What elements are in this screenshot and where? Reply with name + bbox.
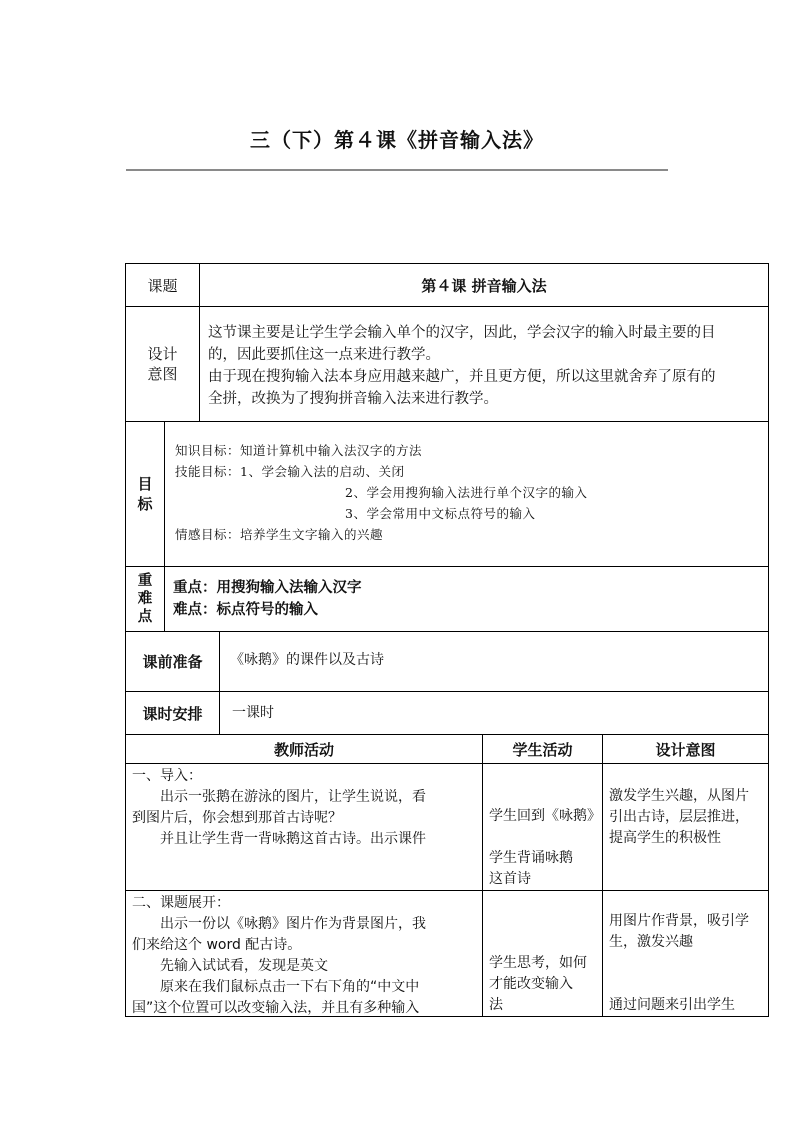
goals-label-line2: 标 (137, 495, 153, 513)
student-activity-header: 学生活动 (482, 734, 602, 763)
section2-teacher (126, 890, 482, 1016)
section2-intent (602, 890, 768, 1016)
goal-line: 情感目标：培养学生文字输入的兴趣 (175, 527, 384, 542)
goal-line: 3、学会常用中文标点符号的输入 (345, 506, 536, 521)
section2-teacher-line: 二、课题展开： (132, 895, 230, 911)
section2-intent-line: 通过问题来引出学生 (609, 997, 735, 1013)
topic-label: 课题 (147, 276, 178, 295)
prep-value: 《咏鹅》的课件以及古诗 (219, 631, 768, 691)
goals-text (164, 421, 768, 566)
section1-intent-line: 提高学生的积极性 (609, 830, 721, 846)
section2-teacher-line: 们来给这个 word 配古诗。 (132, 937, 302, 953)
page-title: 三（下）第４课《拼音输入法》 (250, 128, 544, 152)
section2-intent-line: 用图片作背景，吸引学 (609, 913, 749, 929)
section1-teacher-line: 并且让学生背一背咏鹅这首古诗。出示课件 (160, 831, 426, 847)
schedule-value: 一课时 (219, 691, 768, 734)
section1-intent-line: 引出古诗，层层推进， (609, 809, 749, 825)
keypoint-line: 难点：标点符号的输入 (173, 601, 318, 618)
section2-student-line: 法 (489, 997, 503, 1013)
design-label (126, 306, 199, 421)
design-line: 全拼，改换为了搜狗拼音输入法来进行教学。 (208, 391, 498, 407)
section2-teacher-line: 出示一份以《咏鹅》图片作为背景图片，我 (160, 916, 426, 932)
section1-student-line: 这首诗 (489, 871, 531, 887)
section1-student (482, 763, 602, 890)
design-label-line2: 意图 (147, 365, 178, 383)
design-line: 这节课主要是让学生学会输入单个的汉字，因此，学会汉字的输入时最主要的目 (208, 325, 716, 341)
section1-intent-line: 激发学生兴趣，从图片 (609, 788, 749, 804)
section2-teacher-line: 原来在我们鼠标点击一下右下角的“中文中 (160, 979, 420, 995)
goals-label-line1: 目 (137, 475, 153, 493)
section2-student (482, 890, 602, 1016)
goal-line: 2、学会用搜狗输入法进行单个汉字的输入 (345, 485, 588, 500)
design-text (199, 306, 768, 421)
keypoints-text (164, 566, 768, 631)
goals-label (126, 421, 164, 566)
design-line: 由于现在搜狗输入法本身应用越来越广，并且更方便，所以这里就舍弃了原有的 (208, 369, 716, 385)
section2-student-line: 才能改变输入 (489, 976, 573, 992)
section2-teacher-line: 先输入试试看，发现是英文 (160, 958, 328, 974)
design-line: 的，因此要抓住这一点来进行教学。 (208, 347, 440, 363)
design-intent-header: 设计意图 (602, 734, 768, 763)
prep-label: 课前准备 (126, 631, 219, 691)
keypoints-label-char: 点 (137, 609, 153, 625)
section2-teacher-line: 国”这个位置可以改变输入法，并且有多种输入 (132, 1000, 420, 1016)
keypoints-label-char: 难 (137, 591, 153, 607)
schedule-label: 课时安排 (126, 691, 219, 734)
section1-student-line: 学生回到《咏鹅》 (489, 808, 601, 824)
section2-intent-line: 生，激发兴趣 (609, 934, 693, 950)
section1-intent (602, 763, 768, 890)
topic-value: 第４课 拼音输入法 (199, 264, 768, 306)
keypoint-line: 重点：用搜狗输入法输入汉字 (173, 579, 362, 596)
section1-teacher-line: 出示一张鹅在游泳的图片，让学生说说，看 (160, 789, 426, 805)
lesson-plan-table (125, 263, 769, 1017)
teacher-activity-header: 教师活动 (126, 734, 482, 763)
section1-teacher (126, 763, 482, 890)
section2-student-line: 学生思考，如何 (489, 955, 587, 971)
goal-line: 技能目标：1、学会输入法的启动、关闭 (175, 464, 405, 479)
section1-teacher-line: 到图片后，你会想到那首古诗呢？ (132, 810, 342, 826)
keypoints-label-char: 重 (137, 573, 153, 589)
section1-student-line: 学生背诵咏鹅 (489, 850, 573, 866)
title-underline (126, 169, 668, 171)
section1-teacher-line: 一、导入： (132, 768, 202, 784)
keypoints-label (126, 566, 164, 631)
goal-line: 知识目标：知道计算机中输入法汉字的方法 (175, 443, 423, 458)
design-label-line1: 设计 (147, 345, 178, 363)
